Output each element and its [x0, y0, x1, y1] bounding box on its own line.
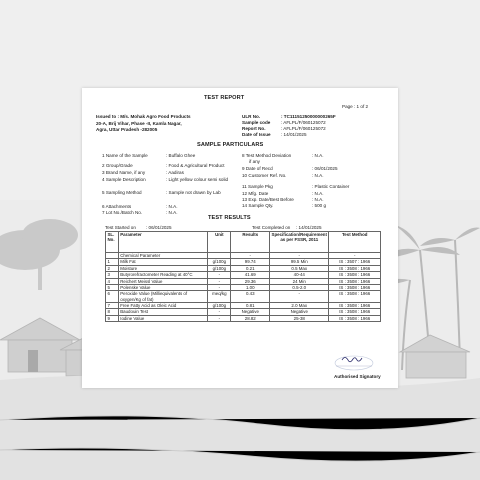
- sample-label-2: 2 Group/Grade: [102, 163, 133, 168]
- sample-label-13: 13 Exp. Date/Best Before: [242, 197, 294, 202]
- cell-parameter: Peroxide Value (Milliequivalents of oxygen/Kg of fat): [118, 291, 207, 303]
- sample-label-10: 10 Customer Ref. No.: [242, 173, 287, 178]
- cell-specification: 24 Min: [270, 278, 329, 284]
- report-title: TEST REPORT: [204, 95, 245, 101]
- sample-particulars-title: SAMPLE PARTICULARS: [197, 142, 264, 148]
- sample-value-6: : N.A.: [166, 204, 178, 209]
- cell-method: IS : 3508 : 1966: [329, 315, 381, 321]
- cell-parameter: Free Fatty Acid as Oleic Acid: [118, 302, 207, 308]
- cell-sl: 4: [106, 278, 119, 284]
- cell-specification: -: [270, 291, 329, 303]
- cell-result: 0.81: [231, 302, 270, 308]
- results-header-row: [106, 232, 381, 253]
- issued-address-2: Agra, Uttar Pradesh -282005: [96, 127, 158, 132]
- cell-specification: 25-38: [270, 315, 329, 321]
- cell-parameter: Milk Fat: [118, 259, 207, 265]
- sample-label-8: 8 Test Method Deviation: [242, 153, 292, 158]
- cell-parameter: Iodine Value: [118, 315, 207, 321]
- cell-parameter: Moisture: [118, 265, 207, 271]
- cell-result: Negative: [231, 309, 270, 315]
- cell-unit: g/100g: [208, 259, 231, 265]
- ref-value-sample-code: : AFLPL/F/060125072: [281, 120, 326, 125]
- header-parameter: Parameter: [118, 232, 207, 253]
- cell-unit: g/100g: [208, 302, 231, 308]
- sample-value-3: : Aadiras: [166, 170, 184, 175]
- test-results-title: TEST RESULTS: [208, 215, 251, 221]
- sample-value-2: : Food & Agricultural Product: [166, 163, 225, 168]
- signature-stamp-image: [328, 351, 378, 373]
- test-started-value: : 06/01/2025: [146, 225, 172, 230]
- sample-label-7: 7 Lot No./Batch No.: [102, 210, 143, 215]
- cell-result: 29.36: [231, 278, 270, 284]
- cell-specification: 99.5 Min: [270, 259, 329, 265]
- sample-label-8b: if any: [249, 159, 260, 164]
- table-row: [106, 315, 381, 321]
- cell-method: IS : 3508 : 1966: [329, 284, 381, 290]
- ref-label-report-no: Report No.: [242, 126, 266, 131]
- cell-result: 0.21: [231, 265, 270, 271]
- cell-specification: 40-44: [270, 272, 329, 278]
- sample-label-12: 12 Mfg. Date: [242, 191, 269, 196]
- cell-sl: 2: [106, 265, 119, 271]
- cell-specification: -: [270, 253, 329, 259]
- results-table: [105, 231, 381, 322]
- cell-sl: 9: [106, 315, 119, 321]
- cell-unit: -: [208, 315, 231, 321]
- cell-result: 1.00: [231, 284, 270, 290]
- sample-value-14: : 500 g: [312, 203, 327, 208]
- cell-result: 41.69: [231, 272, 270, 278]
- sample-label-11: 11 Sample Pkg: [242, 184, 273, 189]
- page-number: Page : 1 of 2: [342, 104, 369, 109]
- cell-result: 28.82: [231, 315, 270, 321]
- sample-value-4: : Light yellow colour semi solid: [166, 177, 229, 182]
- cell-parameter: Baudouin Test: [118, 309, 207, 315]
- test-completed-value: : 14/01/2025: [296, 225, 322, 230]
- cell-specification: Negative: [270, 309, 329, 315]
- sample-value-12: : N.A.: [312, 191, 324, 196]
- header-sl: SL. No.: [106, 232, 119, 253]
- issued-to-name: M/s. Mohak Agro Food Products: [120, 114, 191, 119]
- sample-value-9: : 06/01/2025: [312, 166, 338, 171]
- sample-label-3: 3 Brand Name, if any: [102, 170, 146, 175]
- cell-parameter: Chemical Parameter: [118, 253, 207, 259]
- table-row: [106, 309, 381, 315]
- sample-value-1: : Buffalo Ghee: [166, 153, 196, 158]
- cell-unit: -: [208, 272, 231, 278]
- cell-method: IS : 3508 : 1966: [329, 278, 381, 284]
- cell-sl: 6: [106, 291, 119, 303]
- cell-result: 0.43: [231, 291, 270, 303]
- sample-label-1: 1 Name of the Sample: [102, 153, 148, 158]
- ref-value-date-issue: : 14/01/2025: [281, 132, 307, 137]
- test-report-document: [82, 88, 398, 388]
- issued-address-1: 20-A, Brij Vihar, Phase -II, Kamla Nagar,: [96, 121, 182, 126]
- cell-specification: 2.0 Max: [270, 302, 329, 308]
- sample-label-6: 6 Attachments: [102, 204, 132, 209]
- cell-parameter: Reichert Meissl Value: [118, 278, 207, 284]
- cell-unit: g/100g: [208, 265, 231, 271]
- cell-sl: 3: [106, 272, 119, 278]
- cell-result: -: [231, 253, 270, 259]
- cell-unit: meq/kg: [208, 291, 231, 303]
- cell-sl: 5: [106, 284, 119, 290]
- sample-value-11: : Plastic Container: [312, 184, 350, 189]
- cell-parameter: Butyrorefractometer Reading at 40°C: [118, 272, 207, 278]
- authorised-signatory: Authorised Signatory: [334, 374, 381, 379]
- sample-label-5: 5 Sampling Method: [102, 190, 142, 195]
- ref-label-sample-code: Sample code: [242, 120, 271, 125]
- cell-method: IS : 3508 : 1966: [329, 309, 381, 315]
- issued-to-line: [96, 114, 191, 119]
- ref-label-ulr: ULR No.: [242, 114, 261, 119]
- sample-value-13: : N.A.: [312, 197, 324, 202]
- test-started-label: Test Started on: [105, 225, 136, 230]
- sample-value-5: : Sample not drawn by Lab: [166, 190, 221, 195]
- sample-label-14: 14 Sample Qty.: [242, 203, 274, 208]
- cell-sl: 1: [106, 259, 119, 265]
- test-completed-label: Test Completed on: [252, 225, 291, 230]
- cell-unit: -: [208, 284, 231, 290]
- cell-method: IS : 3508 : 1966: [329, 291, 381, 303]
- cell-sl: 8: [106, 309, 119, 315]
- sample-label-4: 4 Sample Description: [102, 177, 146, 182]
- issued-to-prefix: Issued to :: [96, 114, 119, 119]
- sample-value-7: : N.A.: [166, 210, 178, 215]
- results-table-body: [106, 253, 381, 322]
- cell-parameter: Polenske Value: [118, 284, 207, 290]
- header-test-method: Test Method: [329, 232, 381, 253]
- ref-value-ulr: : TC11151250000000265F: [281, 114, 336, 119]
- ref-value-report-no: : AFLPL/F/060125072: [281, 126, 326, 131]
- sample-value-10: : N.A.: [312, 173, 324, 178]
- cell-method: IS : 3508 : 1966: [329, 272, 381, 278]
- cell-method: IS : 3508 : 1966: [329, 302, 381, 308]
- cell-unit: -: [208, 278, 231, 284]
- header-unit: Unit: [208, 232, 231, 253]
- cell-method: IS : 3507 : 1966: [329, 259, 381, 265]
- cell-result: 99.74: [231, 259, 270, 265]
- sample-label-9: 9 Date of Recd: [242, 166, 273, 171]
- cell-method: IS : 3508 : 1966: [329, 265, 381, 271]
- cell-unit: -: [208, 309, 231, 315]
- cell-method: -: [329, 253, 381, 259]
- sample-value-8: : N.A.: [312, 153, 324, 158]
- cell-specification: 0.5 Max: [270, 265, 329, 271]
- cell-sl: 7: [106, 302, 119, 308]
- cell-specification: 0.5-2.0: [270, 284, 329, 290]
- header-specification: Specification/Requirement as per FSSR, 2011: [270, 232, 329, 253]
- ref-label-date-issue: Date of Issue: [242, 132, 271, 137]
- header-results: Results: [231, 232, 270, 253]
- table-row: [106, 291, 381, 303]
